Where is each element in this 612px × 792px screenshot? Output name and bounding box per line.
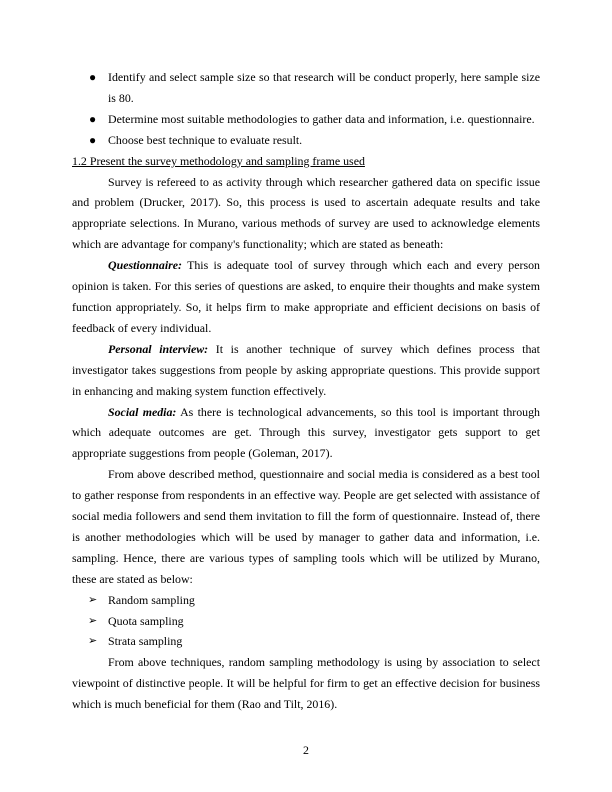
questionnaire-text: This is adequate tool of survey through which each and every person opinion is taken. For this series of questions are asked, to enquire their thoughts and make system function appropriately. So, it helps firm to make appropriate and efficient decisions on basis of feedback of every individual.	[72, 258, 540, 335]
intro-paragraph: Survey is refereed to as activity through which researcher gathered data on specific issue and problem (Drucker, 2017). So, this process is used to ascertain adequate results and take appropriate selections. In Murano, various methods of survey are used to acknowledge elements which are advantage for company's functionality; which are stated as beneath:	[72, 174, 540, 252]
summary-paragraph: From above described method, questionnaire and social media is considered as a best tool to gather response from respondents in an effective way. People are get selected with assistance of social media followers and send them invitation to fill the form of questionnaire. Instead of, there is another methodologies which will be used by manager to gather data and information, i.e. sampling. Hence, there are various types of sampling tools which will be utilized by Murano, these are stated as below:	[72, 467, 540, 586]
objectives-list	[72, 67, 540, 151]
list-item: ● Determine most suitable methodologies to gather data and information, i.e. questionnaire.	[72, 109, 540, 130]
list-item: ● Choose best technique to evaluate result.	[72, 130, 540, 151]
page-number: 2	[303, 743, 309, 757]
arrow-bullet-icon: ➢	[88, 593, 98, 606]
conclusion-paragraph: From above techniques, random sampling methodology is using by association to select viewpoint of distinctive people. It will be helpful for firm to get an effective decision for business which is much beneficial for them (Rao and Tilt, 2016).	[72, 655, 540, 712]
arrow-bullet-icon: ➢	[88, 635, 98, 648]
social-media-term: Social media:	[108, 404, 177, 419]
bullet-icon: ●	[89, 132, 97, 147]
personal-interview-paragraph	[72, 339, 540, 402]
bullet-icon: ●	[89, 70, 97, 84]
section-heading: 1.2 Present the survey methodology and sampling frame used	[72, 153, 365, 168]
list-item: ● Identify and select sample size so that research will be conduct properly, here sample size is 80.	[72, 67, 540, 109]
sampling-types-list	[72, 590, 540, 653]
questionnaire-paragraph	[72, 255, 540, 339]
personal-interview-term: Personal interview:	[108, 341, 209, 356]
list-item: ➢ Strata sampling	[72, 631, 540, 652]
list-item: ➢ Random sampling	[72, 590, 540, 611]
personal-interview-text: It is another technique of survey which defines process that investigator takes suggestions from people by asking appropriate questions. This provide support in enhancing and making system function effectively.	[72, 341, 540, 398]
bullet-icon: ●	[89, 111, 97, 126]
list-item: ➢ Quota sampling	[72, 611, 540, 632]
social-media-paragraph	[72, 402, 540, 465]
arrow-bullet-icon: ➢	[88, 614, 98, 627]
social-media-text: As there is technological advancements, so this tool is important through which adequate outcomes are get. Through this survey, investigator gets support to get appropriate suggestions from people (Goleman, 2017).	[72, 404, 541, 461]
page-content	[72, 67, 540, 715]
questionnaire-term: Questionnaire:	[108, 258, 182, 273]
